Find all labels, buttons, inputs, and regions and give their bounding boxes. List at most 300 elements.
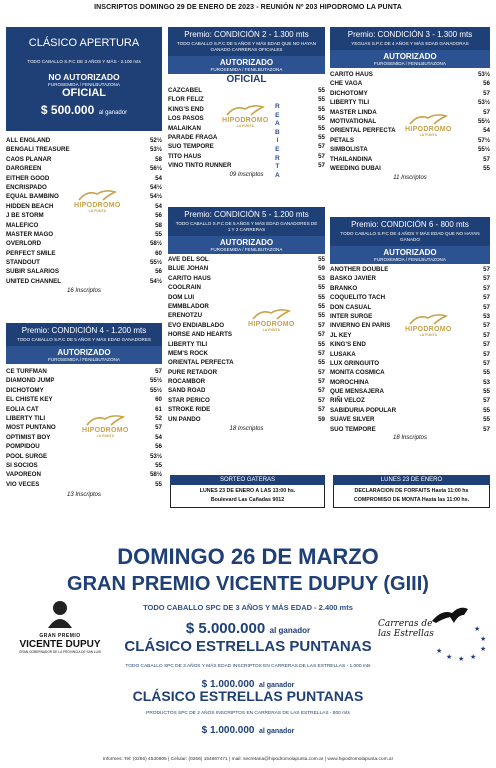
c5-entries: [168, 255, 325, 424]
horse-name: AVE DEL SOL: [168, 256, 209, 263]
horse-name: LOS PASOS: [168, 115, 204, 123]
horse-name: TITO HAUS: [168, 152, 202, 160]
entry-row: [168, 142, 325, 151]
entry-row: [330, 274, 490, 283]
entry-row: [6, 461, 162, 470]
entry-row: [330, 368, 490, 377]
horse-weight: 55: [318, 256, 325, 263]
condicion-3-panel: [330, 27, 490, 181]
horse-weight: 57: [483, 266, 490, 273]
horse-weight: 57: [483, 284, 490, 292]
horse-name: MONITA COSMICA: [330, 369, 385, 377]
sorteo-line2: Boulevard Las Cañadas 9012: [210, 497, 285, 503]
hipodromo-logo-c6: [405, 312, 452, 337]
horse-weight: 57: [318, 406, 325, 414]
promo-clasico-2-desc: PRODUCTOS SPC DE 2 AÑOS INSCRIPTOS EN CARRERAS DE LAS ESTRELLAS - 800 mts: [146, 711, 350, 716]
entry-row: [6, 249, 162, 258]
horse-name: DOM LUI: [168, 293, 195, 301]
horse-name: MOROCHINA: [330, 378, 369, 386]
clasico-oficial: OFICIAL: [62, 87, 106, 99]
forfaits-title: LUNES 23 DE ENERO: [333, 475, 490, 485]
entry-row: [6, 164, 162, 173]
condicion-4-panel: [6, 323, 162, 498]
horse-weight: 59: [318, 415, 325, 423]
horse-name: CAZCABEL: [168, 87, 203, 94]
c5-header: [168, 207, 325, 236]
horse-weight: 57: [483, 341, 490, 349]
c3-sub: FUROSEMIDA / FENILBUTAZONA: [374, 61, 446, 66]
entry-row: [168, 358, 325, 367]
reabierta-letter: T: [275, 163, 280, 171]
sorteo-title: SORTEO GATERAS: [170, 475, 325, 485]
dupuy-logo-sub: GRAN GOBERNADOR DE LA PROVINCIA DE SAN LUIS: [18, 650, 101, 654]
svg-text:★: ★: [480, 646, 487, 653]
horse-name: INTER SURGE: [330, 312, 373, 320]
clasico-not-authorized: NO AUTORIZADO: [48, 72, 120, 82]
carreras-estrellas-logo: [378, 603, 490, 663]
entry-row: [168, 311, 325, 320]
c6-sub: FUROSEMIDA / FENILBUTAZONA: [374, 257, 446, 262]
entry-row: [330, 415, 490, 424]
entry-row: [330, 145, 490, 154]
horse-name: HIDDEN BEACH: [6, 202, 54, 210]
horse-weight: 55: [318, 133, 325, 141]
horse-name: JL KEY: [330, 331, 352, 339]
logo-sub: LA PUNTA: [419, 333, 437, 337]
c5-sub: FUROSEMIDA / FENILBUTAZONA: [210, 247, 283, 252]
entry-row: [6, 145, 162, 154]
horse-weight: 55: [318, 96, 325, 104]
horse-name: MALAIKAN: [168, 124, 201, 132]
horse-name: VINO TINTO RUNNER: [168, 162, 232, 170]
reabierta-letter: I: [276, 137, 279, 145]
c5-auth: AUTORIZADO: [219, 238, 274, 247]
logo-sub: LA PUNTA: [88, 209, 106, 213]
horse-weight: 54½: [149, 193, 162, 201]
horse-name: BRANKO: [330, 284, 358, 292]
c2-auth: AUTORIZADO: [219, 58, 274, 67]
horse-name: ROCAMBOR: [168, 378, 206, 386]
horse-weight: 53: [483, 312, 490, 320]
c5-desc: TODO CABALLO S.P.C DE 5 AÑOS Y MÁS EDAD GANADORES DE 1 Y 2 CARRERAS: [175, 221, 318, 232]
entry-row: [6, 452, 162, 461]
entry-row: [6, 239, 162, 248]
horse-weight: 52½: [149, 137, 162, 144]
horse-name: EVO ENDIABLADO: [168, 321, 225, 329]
horse-weight: 53: [483, 378, 490, 386]
entry-row: [168, 302, 325, 311]
entry-row: [330, 359, 490, 368]
horse-name: ALL ENGLAND: [6, 137, 51, 144]
horse-name: DICHOTOMY: [330, 89, 368, 97]
horse-weight: 57: [483, 303, 490, 311]
c3-inscriptos: 11 Inscriptos: [393, 175, 427, 182]
horse-weight: 57: [483, 108, 490, 116]
entry-row: [168, 415, 325, 424]
horse-weight: 57: [318, 378, 325, 386]
clasico-title: CLÁSICO APERTURA: [28, 37, 140, 49]
horse-name: DARGREEN: [6, 165, 42, 173]
horse-icon: [225, 103, 265, 117]
hipodromo-logo: [74, 188, 121, 213]
reabierta-vertical-text: [275, 103, 280, 180]
horse-name: KING'S END: [168, 105, 204, 113]
horse-name: CHE VAGA: [330, 80, 363, 88]
promo-date: DOMINGO 26 DE MARZO: [117, 544, 379, 569]
horse-weight: 54½: [149, 183, 162, 191]
entry-row: [6, 267, 162, 276]
horse-weight: 55: [318, 115, 325, 123]
horse-name: LUX GRINGUITO: [330, 359, 380, 367]
horse-weight: 57: [318, 349, 325, 357]
horse-weight: 54: [155, 174, 162, 182]
horse-weight: 54: [155, 433, 162, 441]
horse-weight: 55: [318, 105, 325, 113]
horse-name: ORIENTAL PERFECTA: [330, 127, 396, 135]
horse-name: LIBERTY TILI: [330, 99, 370, 107]
logo-name: HIPODROMO: [248, 321, 295, 328]
horse-weight: 55½: [477, 117, 490, 125]
portrait-icon: [46, 598, 74, 628]
entry-row: [6, 136, 162, 145]
horse-name: PURE RETADOR: [168, 368, 218, 376]
horse-name: SI SOCIOS: [6, 461, 38, 469]
horse-name: PARADE FRAGA: [168, 133, 218, 141]
horse-name: DON CASUAL: [330, 303, 372, 311]
svg-text:★: ★: [470, 654, 477, 661]
horse-weight: 55: [318, 124, 325, 132]
horse-weight: 55: [155, 230, 162, 238]
horse-weight: 55: [155, 461, 162, 469]
logo-name: HIPODROMO: [405, 126, 452, 133]
horse-name: CARITO HAUS: [330, 71, 373, 78]
horse-name: FLOR FELIZ: [168, 96, 204, 104]
sorteo-box: [170, 475, 325, 508]
entry-row: [6, 376, 162, 385]
horse-weight: 55: [318, 340, 325, 348]
c6-entries: [330, 265, 490, 434]
horse-weight: 57: [483, 331, 490, 339]
horse-weight: 55½: [477, 146, 490, 154]
sorteo-body: [170, 485, 325, 508]
horse-icon: [408, 312, 448, 326]
horse-weight: 56½: [149, 165, 162, 173]
promo-clasico-1-suffix: al ganador: [258, 682, 295, 689]
c6-autorizado: [330, 246, 490, 264]
horse-weight: 55: [155, 480, 162, 488]
c3-header: [330, 27, 490, 50]
horse-name: LUSAKA: [330, 350, 356, 358]
promo-clasico-1-prize: $ 1.000.000: [201, 679, 255, 690]
entry-row: [330, 293, 490, 302]
entry-row: [168, 152, 325, 161]
c3-auth: AUTORIZADO: [383, 52, 437, 61]
horse-weight: 55: [318, 312, 325, 320]
reabierta-letter: A: [275, 120, 280, 128]
reabierta-letter: R: [275, 103, 280, 110]
c2-oficial: OFICIAL: [226, 74, 267, 85]
c2-inscriptos: 09 Inscriptos: [229, 171, 264, 178]
clasico-desc: TODO CABALLO S.P.C DE 3 AÑOS Y MÁS - 2.100 mts: [27, 59, 141, 64]
horse-weight: 57: [318, 396, 325, 404]
promo-gp-prize-suffix: al ganador: [269, 626, 311, 635]
promo-clasico-2-prize: $ 1.000.000: [201, 725, 255, 736]
logo-name: HIPODROMO: [82, 427, 129, 434]
entry-row: [6, 277, 162, 286]
horse-name: ENCRISPADO: [6, 183, 47, 191]
clasico-header: [6, 27, 162, 131]
entry-row: [330, 265, 490, 274]
c5-inscriptos: 18 Inscriptos: [229, 426, 264, 433]
horse-name: INVIERNO EN PARIS: [330, 322, 391, 330]
c3-desc: YEGUAS S.P.C DE 4 AÑOS Y MÁS EDAD GANADORAS: [351, 41, 469, 46]
horse-weight: 53½: [477, 99, 490, 107]
horse-weight: 56: [155, 212, 162, 220]
horse-weight: 57: [155, 368, 162, 375]
horse-name: SIMBOLISTA: [330, 146, 368, 154]
horse-weight: 57: [318, 387, 325, 395]
horse-name: ERENOTZU: [168, 312, 203, 320]
horse-weight: 55: [318, 302, 325, 310]
horse-weight: 56: [483, 80, 490, 88]
horse-weight: 55: [318, 293, 325, 301]
horse-weight: 53: [318, 274, 325, 282]
promo-gran-premio: GRAN PREMIO VICENTE DUPUY (GIII): [67, 573, 429, 595]
logo-sub: LA PUNTA: [236, 124, 254, 128]
horse-name: UNITED CHANNEL: [6, 277, 61, 285]
horse-name: SABIDURIA POPULAR: [330, 406, 397, 414]
horse-name: STAR PERICO: [168, 396, 210, 404]
horse-name: UN PANDO: [168, 415, 201, 423]
promo-clasico-2: CLÁSICO ESTRELLAS PUNTANAS: [132, 688, 364, 704]
horse-name: COOLRAIN: [168, 284, 201, 292]
hipodromo-logo-c4: [82, 413, 129, 438]
horse-name: EOLIA CAT: [6, 405, 39, 413]
promo-clasico-2-prize-line: [0, 720, 496, 738]
dupuy-logo-top: GRAN PREMIO: [39, 633, 81, 639]
promo-clasico-1-desc: TODO CABALLO SPC DE 3 AÑOS Y MÁS EDAD INSCRIPTOS EN CARRERAS DE LAS ESTRELLAS - 1.000 mts: [125, 664, 371, 669]
horse-weight: 54: [483, 127, 490, 135]
logo-name: HIPODROMO: [405, 326, 452, 333]
forfaits-box: [333, 475, 490, 508]
entry-row: [168, 386, 325, 395]
c6-desc: TODO CABALLO S.P.C DE 4 AÑOS Y MÁS EDAD QUE NO HAYAN GANADO: [340, 231, 480, 242]
horse-weight: 55: [318, 359, 325, 367]
horse-weight: 60: [155, 396, 162, 404]
horse-name: SUO TEMPORE: [330, 425, 376, 433]
horse-name: MASTER LINDA: [330, 108, 377, 116]
page-title: INSCRIPTOS DOMINGO 29 DE ENERO DE 2023 - REUNIÓN Nº 203 HIPODROMO LA PUNTA: [94, 4, 402, 11]
entry-row: [330, 396, 490, 405]
c2-sub: FUROSEMIDA / FENILBUTAZONA: [210, 67, 283, 72]
horse-weight: 59: [318, 265, 325, 273]
horse-name: CARITO HAUS: [168, 274, 211, 282]
entry-row: [330, 350, 490, 359]
entry-row: [168, 161, 325, 170]
horse-weight: 54: [155, 202, 162, 210]
horse-weight: 57: [483, 155, 490, 163]
horse-weight: 55: [483, 416, 490, 424]
horse-weight: 57: [318, 143, 325, 151]
c4-inscriptos: 13 Inscriptos: [66, 492, 102, 499]
hipodromo-logo-c2: [222, 103, 269, 128]
horse-name: BASKO JAVIER: [330, 275, 376, 283]
clasico-prize: $ 500.000: [40, 103, 95, 117]
entry-row: [168, 264, 325, 273]
horse-weight: 53½: [149, 146, 162, 154]
c2-entries: [168, 86, 325, 171]
entry-row: [6, 221, 162, 230]
entry-row: [168, 330, 325, 339]
horse-name: BLUE JOHAN: [168, 265, 209, 273]
svg-text:★: ★: [458, 656, 465, 663]
horse-weight: 55: [483, 369, 490, 377]
vicente-dupuy-logo: [6, 598, 114, 654]
entry-row: [6, 480, 162, 489]
c4-title: Premio: CONDICIÓN 4 - 1.200 mts: [21, 326, 147, 335]
horse-name: POMPIDOU: [6, 443, 40, 451]
horse-name: MOST PUNTANO: [6, 424, 56, 432]
entry-row: [330, 303, 490, 312]
horse-weight: 57: [318, 152, 325, 160]
logo-sub: LA PUNTA: [262, 328, 280, 332]
horse-weight: 57: [483, 359, 490, 367]
horse-weight: 56: [155, 268, 162, 276]
entry-row: [6, 470, 162, 479]
horse-name: SUAVE SILVER: [330, 416, 375, 424]
clasico-prize-suffix: al ganador: [98, 110, 128, 116]
promo-gp-prize: $ 5.000.000: [185, 620, 266, 637]
horse-name: MALEFICO: [6, 221, 39, 229]
hipodromo-logo-c3: [405, 112, 452, 137]
sorteo-line1: LUNES 23 DE ENERO A LAS 13:00 hs.: [199, 488, 296, 494]
stars-icon: [430, 623, 490, 663]
horse-name: EQUAL BAMBINO: [6, 193, 59, 201]
horse-name: COQUELITO TACH: [330, 294, 386, 302]
entry-row: [330, 70, 490, 79]
horse-weight: 55: [318, 87, 325, 94]
entry-row: [330, 406, 490, 415]
horse-name: CE TURFMAN: [6, 368, 47, 375]
horse-name: SUBIR SALARIOS: [6, 268, 59, 276]
horse-weight: 55½: [149, 386, 162, 394]
horse-name: MOTIVATIONAL: [330, 117, 377, 125]
horse-name: STROKE RIDE: [168, 406, 211, 414]
horse-name: DICHOTOMY: [6, 386, 44, 394]
promo-clasico-2-suffix: al ganador: [258, 728, 295, 735]
entry-row: [168, 340, 325, 349]
c2-desc: TODO CABALLO S.P.C DE 5 AÑOS Y MÁS EDAD QUE NO HAYAN GANADO CARRERAS OFICIALES: [176, 41, 317, 52]
horse-name: EMMBLADOR: [168, 302, 209, 310]
horse-name: DIAMOND JUMP: [6, 377, 55, 385]
horse-name: RIÑI VELOZ: [330, 397, 365, 405]
c6-header: [330, 217, 490, 246]
entry-row: [330, 387, 490, 396]
horse-weight: 57: [318, 321, 325, 329]
logo-sub: LA PUNTA: [96, 434, 114, 438]
horse-weight: 57: [483, 275, 490, 283]
horse-weight: 61: [155, 405, 162, 413]
horse-weight: 57: [483, 294, 490, 302]
entry-row: [330, 89, 490, 98]
c5-autorizado: [168, 236, 325, 254]
horse-icon: [77, 188, 117, 202]
promo-gp-desc: TODO CABALLO SPC DE 3 AÑOS Y MÁS EDAD - 2.400 mts: [143, 603, 353, 612]
entry-row: [168, 405, 325, 414]
horse-weight: 53½: [149, 452, 162, 460]
entry-row: [330, 79, 490, 88]
entry-row: [6, 395, 162, 404]
horse-name: BENGALI TREASURE: [6, 146, 70, 154]
entry-row: [330, 98, 490, 107]
horse-name: CAOS PLANAR: [6, 155, 52, 163]
forfaits-line2: COMPROMISO DE MONTA Hasta las 11:00 hs.: [353, 497, 470, 503]
horse-weight: 55: [483, 388, 490, 396]
horse-name: POOL SURGE: [6, 452, 48, 460]
horse-weight: 55½: [149, 377, 162, 385]
entry-row: [330, 425, 490, 434]
horse-weight: 57: [318, 368, 325, 376]
horse-name: PERFECT SMILE: [6, 249, 56, 257]
entry-row: [6, 230, 162, 239]
estrellas-logo-text: Carreras de las Estrellas: [378, 619, 434, 639]
horse-weight: 55: [483, 164, 490, 172]
c2-autorizado: [168, 56, 325, 74]
horse-name: STANDOUT: [6, 259, 40, 267]
entry-row: [168, 86, 325, 95]
reabierta-letter: B: [275, 128, 280, 136]
horse-name: THAILANDINA: [330, 155, 373, 163]
c4-desc: TODO CABALLO S.P.C DE 5 AÑOS Y MÁS EDAD GANADORES: [17, 337, 151, 342]
horse-weight: 57: [483, 397, 490, 405]
c6-title: Premio: CONDICIÓN 6 - 800 mts: [351, 220, 469, 229]
horse-name: KING'S END: [330, 341, 366, 349]
horse-name: MEM'S ROCK: [168, 349, 208, 357]
c4-auth: AUTORIZADO: [57, 348, 111, 357]
horse-weight: 55: [318, 284, 325, 292]
clasico-sub: FUROSEMIDA / FENILBUTAZONA: [48, 82, 120, 87]
horse-name: LIBERTY TILI: [168, 340, 208, 348]
clasico-inscriptos: 16 Inscriptos: [66, 288, 102, 295]
horse-icon: [408, 112, 448, 126]
horse-name: WEEDING DUBAI: [330, 164, 381, 172]
entry-row: [168, 274, 325, 283]
horse-name: MASTER MAGO: [6, 230, 54, 238]
horse-name: OVERLORD: [6, 240, 42, 248]
entry-row: [330, 155, 490, 164]
forfaits-body: [333, 485, 490, 508]
horse-name: PETALS: [330, 136, 354, 144]
horse-weight: 60: [155, 249, 162, 257]
dupuy-logo-name: VICENTE DUPUY: [19, 639, 101, 650]
entry-row: [6, 174, 162, 183]
horse-name: SUO TEMPORE: [168, 143, 214, 151]
horse-name: LIBERTY TILI: [6, 414, 46, 422]
entry-row: [6, 386, 162, 395]
horse-name: J BE STORM: [6, 212, 44, 220]
entry-row: [168, 396, 325, 405]
logo-name: HIPODROMO: [74, 202, 121, 209]
reabierta-letter: E: [275, 145, 280, 153]
entry-row: [168, 133, 325, 142]
entry-row: [168, 255, 325, 264]
horse-weight: 57½: [477, 136, 490, 144]
c6-inscriptos: 18 Inscriptos: [392, 435, 428, 442]
entry-row: [6, 258, 162, 267]
svg-text:★: ★: [474, 626, 481, 633]
reabierta-letter: R: [275, 154, 280, 162]
horse-name: VAPOREON: [6, 471, 41, 479]
